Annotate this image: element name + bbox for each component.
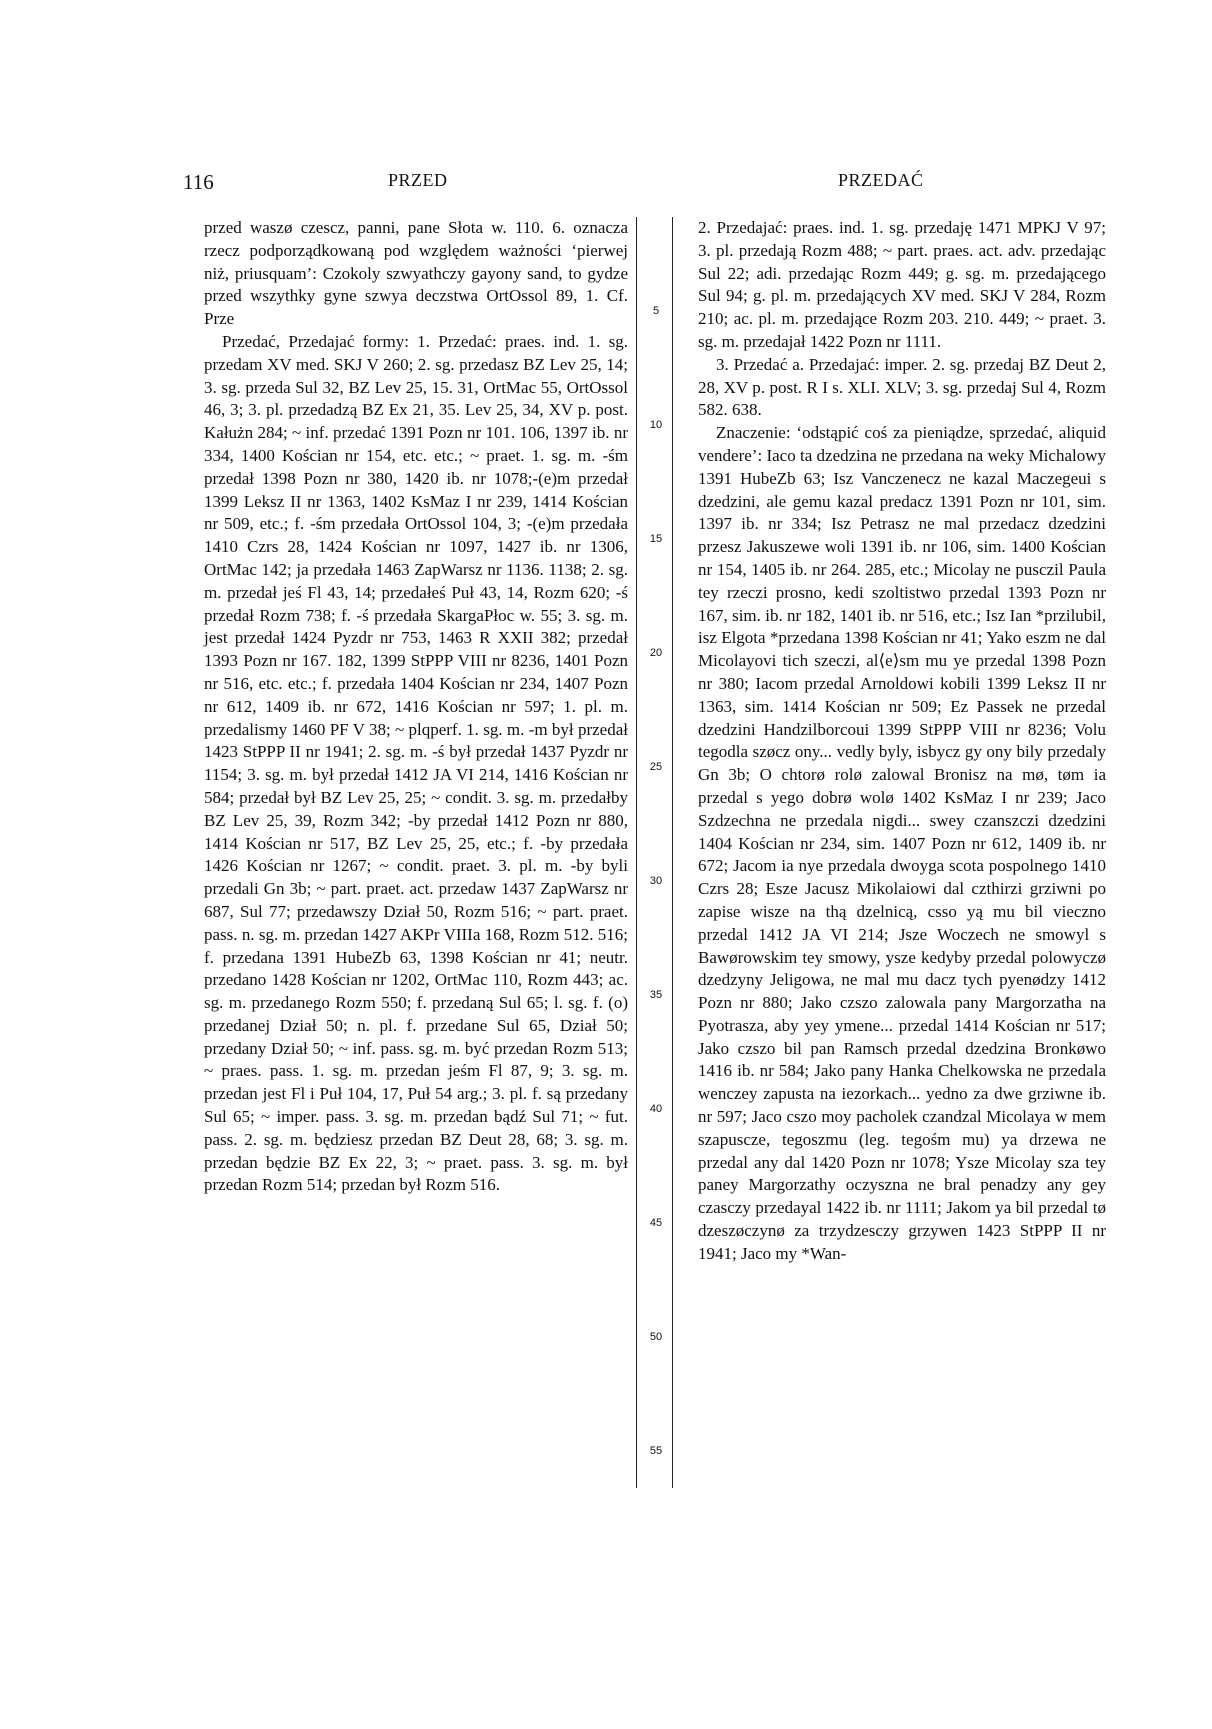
left-paragraph: przed waszø czescz, panni, pane Słota w. 110. 6. oznacza rzecz podporządkowaną pod względem ważności ‘pierwej niż, priusquam’: Czokoly szwyathczy gayony sand, to gydze przed wszythky gyne szwya deczstwa OrtOssol 89, 1. Cf. Prze [204,218,628,329]
line-number: 55 [649,1445,663,1457]
right-paragraph: 2. Przedajać: praes. ind. 1. sg. przedaję 1471 MPKJ V 97; 3. pl. przedają Rozm 488; ~ part. praes. act. adv. przedając Sul 22; adi. przedając Rozm 449; g. sg. m. przedającego Sul 94; g. pl. m. przedających XV med. SKJ V 284, Rozm 210; ac. pl. m. przedające Rozm 203. 210. 449; ~ praet. 3. sg. m. przedajał 1422 Pozn nr 1111. [698,218,1106,351]
line-number: 35 [649,989,663,1001]
line-number: 40 [649,1103,663,1115]
line-number: 5 [652,305,660,317]
right-paragraph: Znaczenie: ‘odstąpić coś za pieniądze, sprzedać, aliquid vendere’: Iaco ta dzedzina ne przedana na weky Michalowy 1391 HubeZb 63; Isz Vanczenecz ne kazal Maczegeui s dzedzini, ale gemu kazal predacz 1391 Pozn nr 101, sim. 1397 ib. nr 334; Isz Petrasz ne mal przedacz dzedzini przesz Jakuszewe woli 1391 ib. nr 106, sim. 1400 Kościan nr 154, 1405 ib. nr 264. 285, etc.; Micolay ne pusczil Paula tey rzeczi prosno, kedi szoltistwo przedal 1393 Pozn nr 167, sim. ib. nr 182, 1401 ib. nr 516, etc.; Isz Ian *przilubil, isz Elgota *przedana 1398 Kościan nr 41; Yako eszm ne dal Micolayovi tich szeczi, al⟨e⟩sm mu ye przedal 1398 Pozn nr 380; Iacom przedal Arnoldowi kobili 1399 Leksz II nr 1363, sim. 1414 Kościan nr 509; Ez Passek ne przedal dzedzini Handzilborcoui 1399 StPPP VIII nr 8236; Volu tegodla szøcz ony... vedly byly, isbycz gy ony bily przedaly Gn 3b; O chtorø rolø zalowal Bronisz na mø, tøm ia przedal s yego dobrø wolø 1402 KsMaz I nr 239; Jaco Szdzechna ne przedala nigdi... swey czanszczi dzedzini 1404 Kościan nr 234, sim. 1407 Pozn nr 612, 1409 ib. nr 672; Jacom ia nye przedala dwoyga scota pospolnego 1410 Czrs 28; Esze Jacusz Mikolaiowi dal czthirzi grziwni po zapise wisze na thą dzelnicą, csso yą mu bil vieczno przedal 1412 JA VI 214; Jsze Woczech ne smowyl s Bawørowskim tey smowy, ysze kedyby przedal polowyczø dzedzyny Jeligowa, ne mal mu dacz tych pyenødzy 1412 Pozn nr 880; Jako czszo zalowala pany Margorzatha na Pyotrasza, aby yey ymene... przedal 1414 Kościan nr 517; Jako czszo bil pan Ramsch przedal dzedzina Bronkøwo 1416 ib. nr 584; Jako pany Hanka Chelkowska ne przedala wenczey zapusta na iezorkach... yedno za dwe grziwne ib. nr 597; Jaco cszo moy pacholek czandzal Micolaya w mem szapuscze, tegoszmu (leg. tegośm mu) ya drzewa ne przedal any dal 1420 Pozn nr 1078; Ysze Micolay sza tey paney Margorzathy oczyszna ne bral penadzy any gey czasczy przedayal 1422 ib. nr 1111; Jakom ya bil przedal tø dzeszøczynø za trzydzesczy grzywen 1423 StPPP II nr 1941; Jaco my *Wan- [698,423,1106,1263]
line-number: 45 [649,1217,663,1229]
left-column [204,217,628,1197]
column-rule-right [672,217,673,1488]
line-number: 25 [649,761,663,773]
line-number: 50 [649,1331,663,1343]
page-number: 116 [183,170,214,194]
line-number: 10 [649,419,663,431]
line-number: 20 [649,647,663,659]
line-number: 15 [649,533,663,545]
line-number: 30 [649,875,663,887]
right-column [698,217,1106,1266]
running-head-left: PRZED [388,170,448,190]
left-paragraph: Przedać, Przedajać formy: 1. Przedać: praes. ind. 1. sg. przedam XV med. SKJ V 260; 2. sg. przedasz BZ Lev 25, 14; 3. sg. przeda Sul 32, BZ Lev 25, 15. 31, OrtMac 55, OrtOssol 46, 3; 3. pl. przedadzą BZ Ex 21, 35. Lev 25, 34, XV p. post. Kałużn 284; ~ inf. przedać 1391 Pozn nr 101. 106, 1397 ib. nr 334, 1400 Kościan nr 154, etc. etc.; ~ praet. 1. sg. m. -śm przedał 1398 Pozn nr 380, 1420 ib. nr 1078;-(e)m przedał 1399 Leksz II nr 1363, 1402 KsMaz I nr 239, 1414 Kościan nr 509, etc.; f. -śm przedała OrtOssol 104, 3; -(e)m przedała 1410 Czrs 28, 1424 Kościan nr 1097, 1427 ib. nr 1306, OrtMac 142; ja przedała 1463 ZapWarsz nr 1136. 1138; 2. sg. m. przedał jeś Fl 43, 14; przedałeś Puł 43, 14, Rozm 620; -ś przedał Rozm 738; f. -ś przedała SkargaPłoc w. 55; 3. sg. m. jest przedał 1424 Pyzdr nr 753, 1463 R XXII 382; przedał 1393 Pozn nr 167. 182, 1399 StPPP VIII nr 8236, 1401 Pozn nr 516, etc. etc.; f. przedała 1404 Kościan nr 234, 1407 Pozn nr 612, 1409 ib. nr 672, 1416 Kościan nr 597; 1. pl. m. przedalismy 1460 PF V 38; ~ plqperf. 1. sg. m. -m był przedał 1423 StPPP II nr 1941; 2. sg. m. -ś był przedał 1437 Pyzdr nr 1154; 3. sg. m. był przedał 1412 JA VI 214, 1416 Kościan nr 584; przedał był BZ Lev 25, 25; ~ condit. 3. sg. m. przedałby BZ Lev 25, 39, Rozm 342; -by przedał 1412 Pozn nr 880, 1414 Kościan nr 517, BZ Lev 25, 25, etc.; f. -by przedała 1426 Kościan nr 1267; ~ condit. praet. 3. pl. m. -by byli przedali Gn 3b; ~ part. praet. act. przedaw 1437 ZapWarsz nr 687, Sul 77; przedawszy Dział 50, Rozm 516; ~ part. praet. pass. n. sg. m. przedan 1427 AKPr VIIIa 168, Rozm 512. 516; f. przedana 1391 HubeZb 63, 1398 Kościan nr 41; neutr. przedano 1428 Kościan nr 1202, OrtMac 110, Rozm 443; ac. sg. m. przedanego Rozm 550; f. przedaną Sul 65; l. sg. f. (o) przedanej Dział 50; n. pl. f. przedane Sul 65, Dział 50; przedany Dział 50; ~ inf. pass. sg. m. być przedan Rozm 513; ~ praes. pass. 1. sg. m. przedan jeśm Fl 87, 9; 3. sg. m. przedan jest Fl i Puł 104, 17, Puł 54 arg.; 3. pl. f. są przedany Sul 65; ~ imper. pass. 3. sg. m. przedan bądź Sul 71; ~ fut. pass. 2. sg. m. będziesz przedan BZ Deut 28, 68; 3. sg. m. przedan będzie BZ Ex 22, 3; ~ praet. pass. 3. sg. m. był przedan Rozm 514; przedan był Rozm 516. [204,331,628,1195]
running-head-right: PRZEDAĆ [838,170,924,190]
column-rule-left [636,217,637,1488]
right-paragraph: 3. Przedać a. Przedajać: imper. 2. sg. przedaj BZ Deut 2, 28, XV p. post. R I s. XLI. XLV; 3. sg. przedaj Sul 4, Rozm 582. 638. [698,354,1106,420]
